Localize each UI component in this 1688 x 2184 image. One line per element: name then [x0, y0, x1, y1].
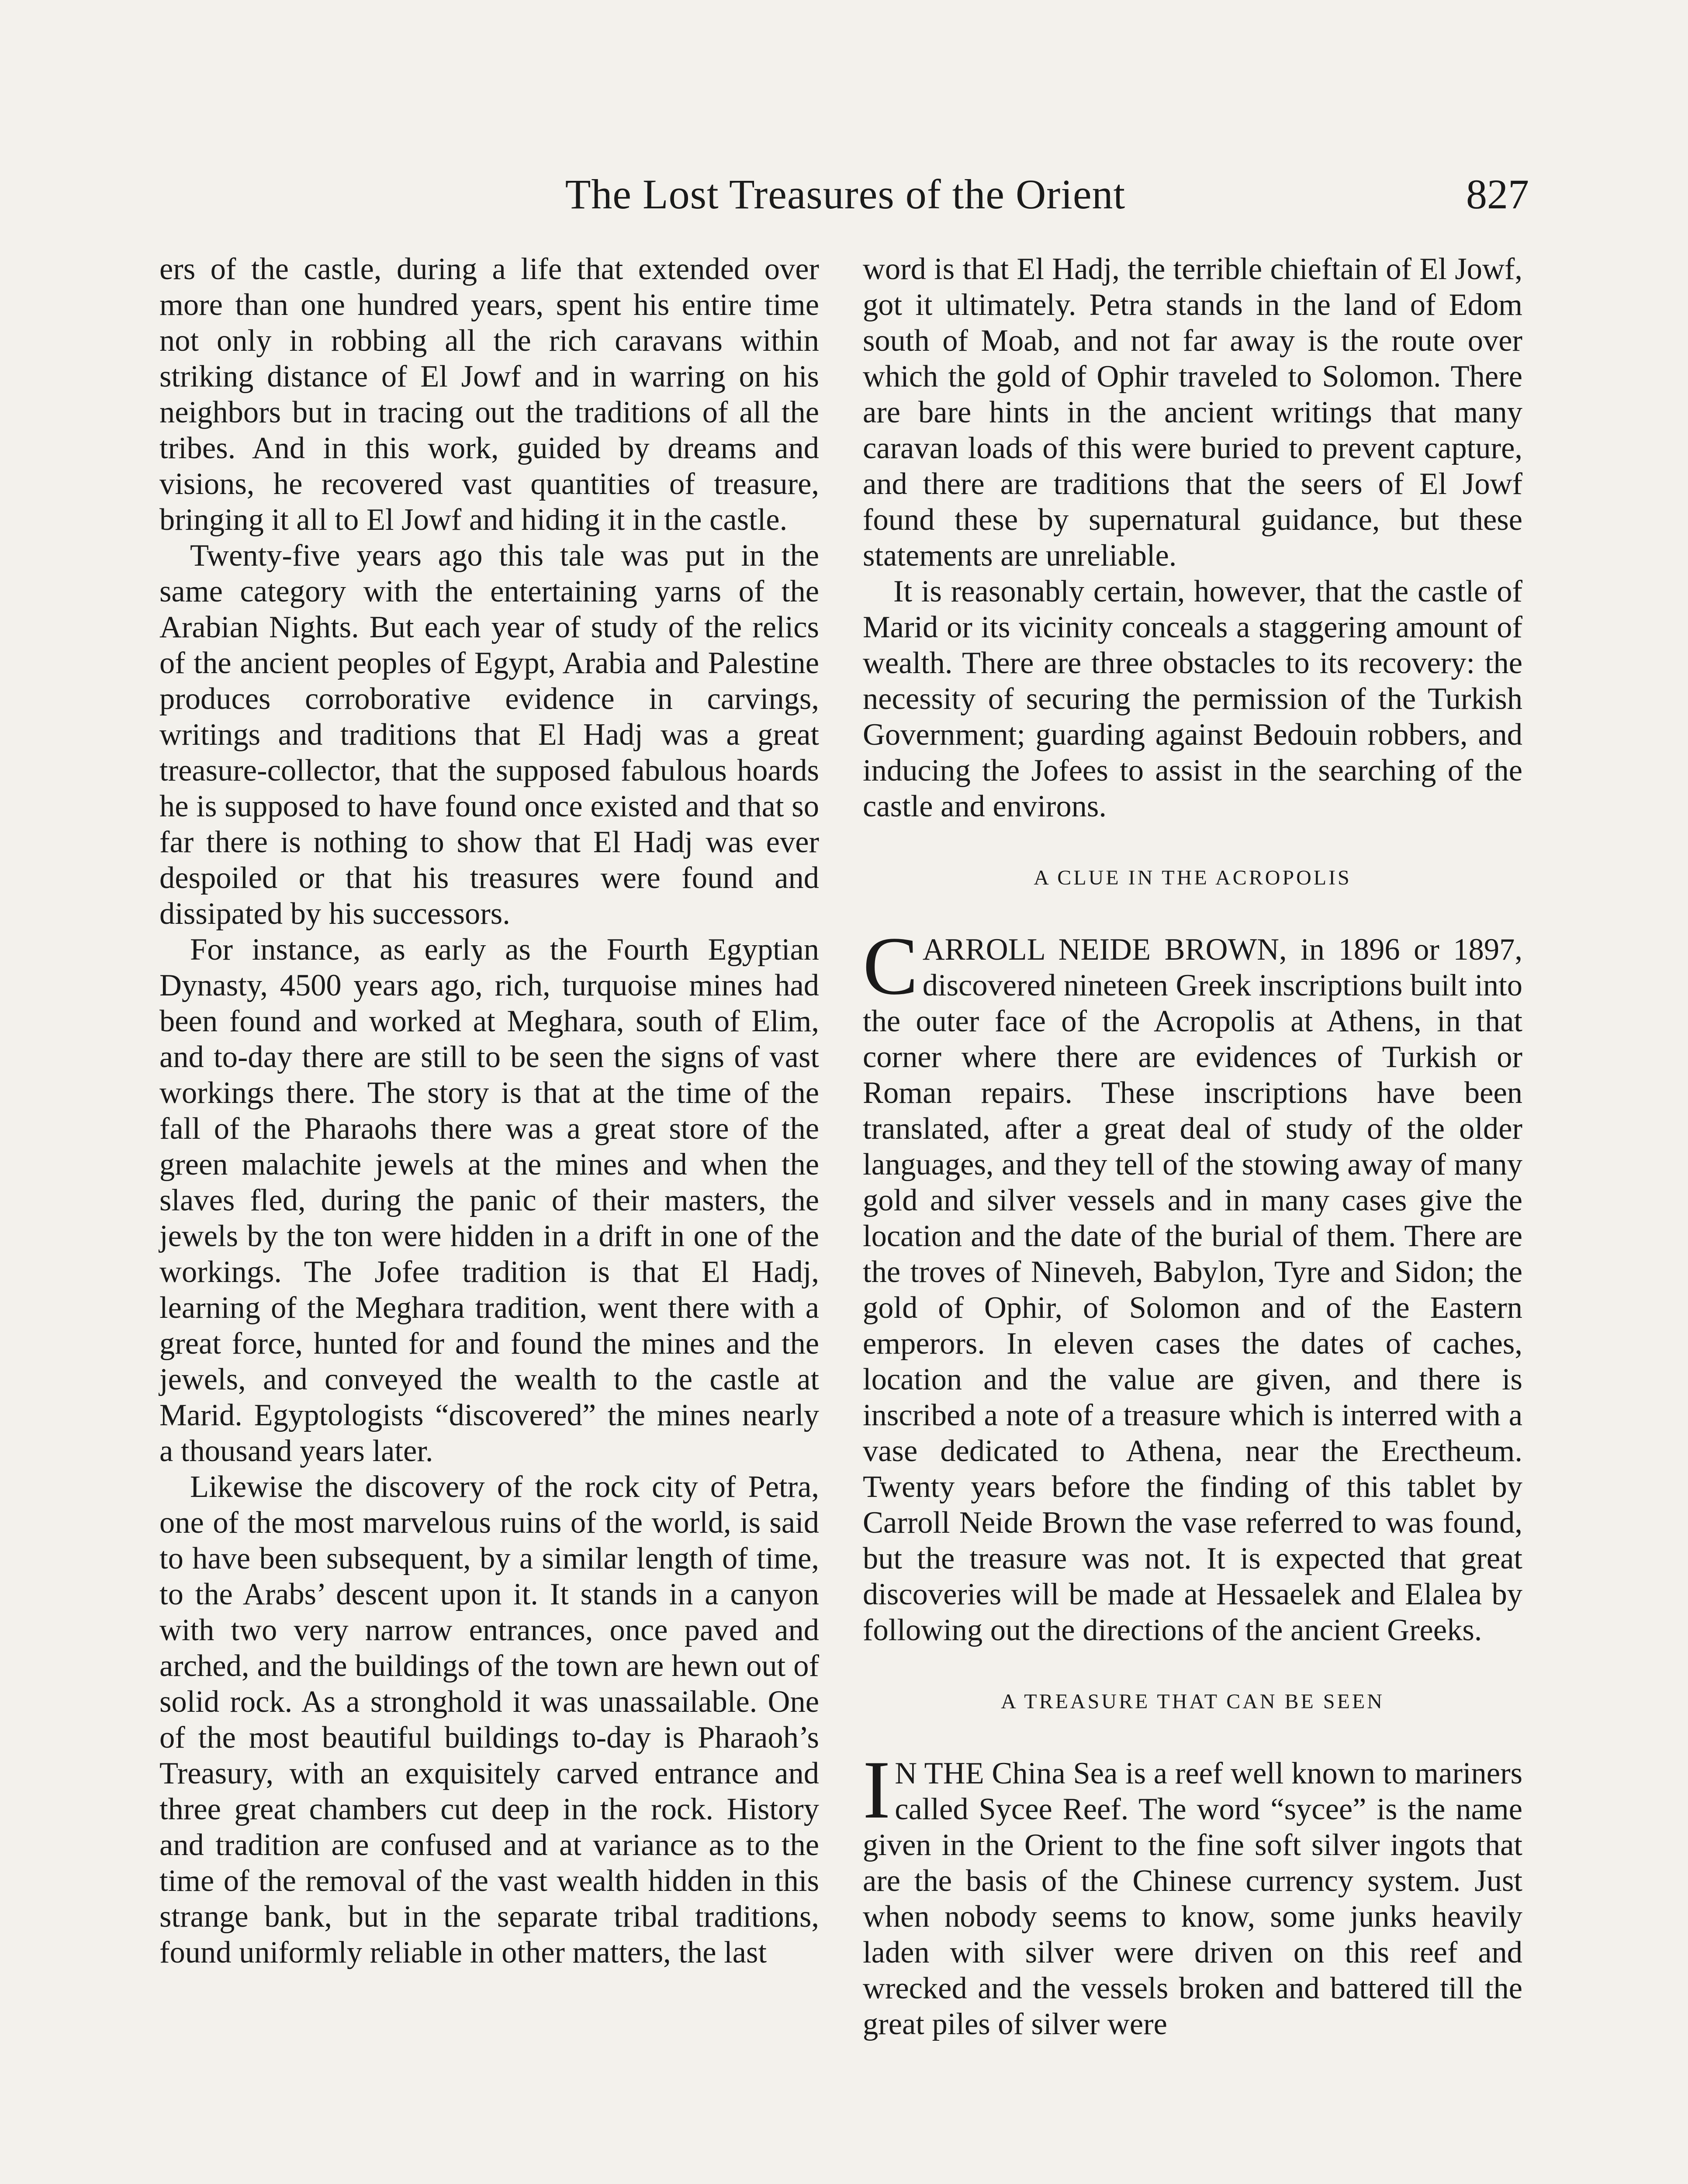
left-paragraph-3: For instance, as early as the Fourth Egyptian Dynasty, 4500 years ago, rich, turquoise mines had been found and worked at Meghara, south of Elim, and to-day there are still to be seen the signs of vast workings there. The story is that at the time of the fall of the Pharaohs there was a great store of the green malachite jewels at the mines and when the slaves fled, during the panic of their masters, the jewels by the ton were hidden in a drift in one of the workings. The Jofee tradition is that El Hadj, learning of the Meghara tradition, went there with a great force, hunted for and found the mines and the jewels, and conveyed the wealth to the castle at Marid. Egyptologists “discovered” the mines nearly a thousand years later. — [159, 933, 819, 1468]
section-heading-acropolis: A CLUE IN THE ACROPOLIS — [1034, 866, 1352, 889]
section-heading-treasure: A TREASURE THAT CAN BE SEEN — [1001, 1690, 1384, 1713]
running-header — [162, 166, 1529, 223]
right-paragraph-1: word is that El Hadj, the terrible chieftain of El Jowf, got it ultimately. Petra stands in the land of Edom south of Moab, and not far away is the route over which the gold of Ophir traveled to Solomon. There are bare hints in the ancient writings that many caravan loads of this were buried to prevent capture, and there are traditions that the seers of El Jowf found these by supernatural guidance, but these statements are unreliable. — [863, 252, 1522, 573]
treasure-paragraph-text: N THE China Sea is a reef well known to mariners called Sycee Reef. The word “sycee” is the name given in the Orient to the fine soft silver ingots that are the basis of the Chinese currency system. Just when nobody seems to know, some junks heavily laden with silver were driven on this reef and wrecked and the vessels broken and battered till the great piles of silver were — [863, 1756, 1522, 2041]
treasure-paragraph — [863, 1744, 1522, 2042]
left-paragraph-4: Likewise the discovery of the rock city of Petra, one of the most marvelous ruins of the world, is said to have been subsequent, by a similar length of time, to the Arabs’ descent upon it. It stands in a canyon with two very narrow entrances, once paved and arched, and the buildings of the town are hewn out of solid rock. As a stronghold it was unassailable. One of the most beautiful buildings to-day is Pharaoh’s Treasury, with an exquisitely carved entrance and three great chambers cut deep in the rock. History and tradition are confused and at variance as to the time of the removal of the vast wealth hidden in this strange bank, but in the separate tribal traditions, found uniformly reliable in other matters, the last — [159, 1470, 819, 1970]
left-paragraph-1: ers of the castle, during a life that extended over more than one hundred years, spent his entire time not only in robbing all the rich caravans within striking distance of El Jowf and in warring on his neighbors but in tracing out the traditions of all the tribes. And in this work, guided by dreams and visions, he recovered vast quantities of treasure, bringing it all to El Jowf and hiding it in the castle. — [159, 252, 819, 537]
left-column — [159, 251, 819, 1970]
left-paragraph-2: Twenty-five years ago this tale was put in the same category with the entertaining yarns of the Arabian Nights. But each year of study of the relics of the ancient peoples of Egypt, Arabia and Palestine produces corroborative evidence in carvings, writings and traditions that El Hadj was a great treasure-collector, that the supposed fabulous hoards he is supposed to have found once existed and that so far there is nothing to show that El Hadj was ever despoiled or that his treasures were found and dissipated by his successors. — [159, 539, 819, 931]
running-title: The Lost Treasures of the Orient — [565, 171, 1126, 218]
acropolis-paragraph — [863, 920, 1522, 1648]
page-number: 827 — [1466, 171, 1529, 218]
acropolis-paragraph-text: ARROLL NEIDE BROWN, in 1896 or 1897, discovered nineteen Greek inscriptions built into the outer face of the Acropolis at Athens, in that corner where there are evidences of Turkish or Roman repairs. These inscriptions have been translated, after a great deal of study of the older languages, and they tell of the stowing away of many gold and silver vessels and in many cases give the location and the date of the burial of them. There are the troves of Nineveh, Babylon, Tyre and Sidon; the gold of Ophir, of Solomon and of the Eastern emperors. In eleven cases the dates of caches, location and the value are given, and there is inscribed a note of a treasure which is interred with a vase dedicated to Athena, near the Erectheum. Twenty years before the finding of this tablet by Carroll Neide Brown the vase referred to was found, but the treasure was not. It is expected that great discoveries will be made at Hessaelek and Elalea by following out the directions of the ancient Greeks. — [863, 933, 1522, 1647]
right-paragraph-2: It is reasonably certain, however, that the castle of Marid or its vicinity conceals a staggering amount of wealth. There are three obstacles to its recovery: the necessity of securing the permission of the Turkish Government; guarding against Bedouin robbers, and inducing the Jofees to assist in the searching of the castle and environs. — [863, 574, 1522, 823]
drop-cap-c: C — [863, 920, 918, 1012]
right-column — [863, 251, 1522, 2042]
drop-cap-i: I — [863, 1744, 891, 1836]
